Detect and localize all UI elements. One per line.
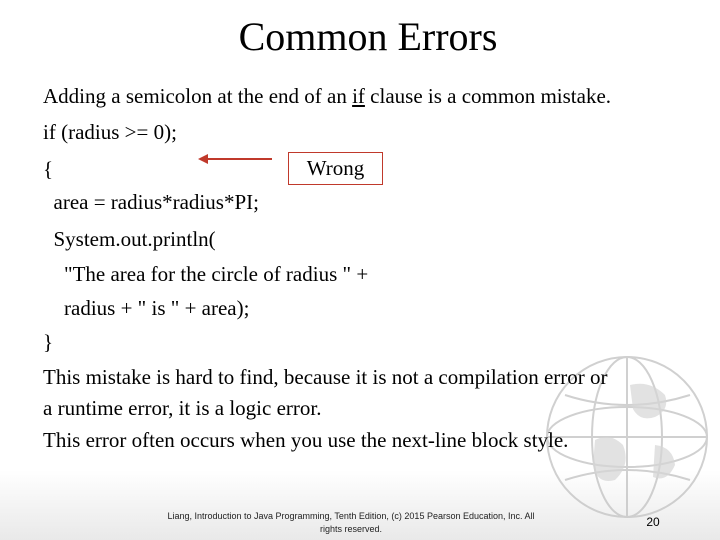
footer-citation-line-2: rights reserved. [319, 524, 383, 534]
code-line-open-brace: { [43, 157, 54, 181]
wrong-callout: Wrong [288, 152, 383, 185]
slide-title: Common Errors [238, 14, 498, 59]
explanation-line-2: a runtime error, it is a logic error. [43, 396, 322, 420]
if-keyword: if [352, 84, 365, 108]
code-line-println: System.out.println( [43, 227, 216, 251]
footer-citation-line-1: Liang, Introduction to Java Programming, Tenth Edition, (c) 2015 Pearson Education, Inc. All [167, 511, 535, 521]
code-line-if: if (radius >= 0); [43, 120, 177, 144]
intro-text-pre: Adding a semicolon at the end of an [43, 84, 353, 108]
wrong-arrow-icon [198, 152, 276, 166]
explanation-line-1: This mistake is hard to find, because it is not a compilation error or [43, 365, 608, 389]
code-line-string: "The area for the circle of radius " + [43, 262, 369, 286]
code-line-area: area = radius*radius*PI; [43, 190, 259, 214]
code-line-radius: radius + " is " + area); [43, 296, 250, 320]
footer-citation [140, 510, 562, 536]
code-line-close-brace: } [43, 330, 54, 354]
intro-text [43, 82, 611, 110]
intro-text-post: clause is a common mistake. [364, 84, 612, 108]
page-number: 20 [646, 515, 660, 529]
explanation-line-3: This error often occurs when you use the next-line block style. [43, 428, 569, 452]
